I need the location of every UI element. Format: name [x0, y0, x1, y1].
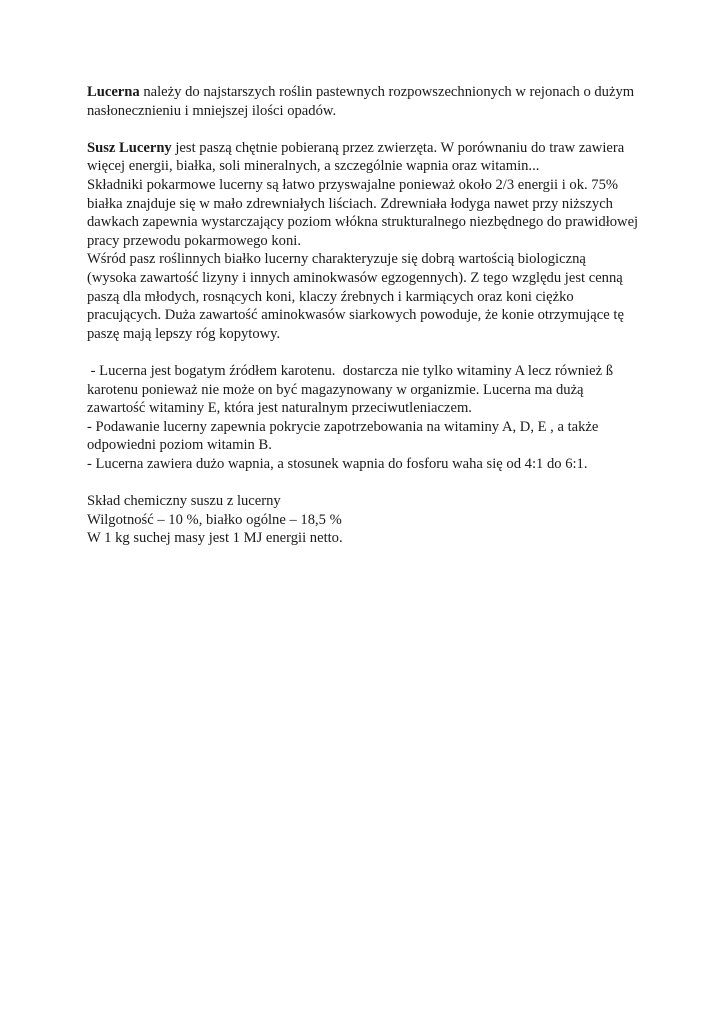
document-page [87, 83, 647, 548]
text-line: pracy przewodu pokarmowego koni. [87, 232, 301, 249]
text-line: - Lucerna zawiera dużo wapnia, a stosunek wapnia do fosforu waha się od 4:1 do 6:1. [87, 455, 588, 472]
text-line: Skład chemiczny suszu z lucerny [87, 493, 281, 510]
paragraph-spacer [87, 473, 647, 492]
paragraph-vitamins [87, 362, 647, 474]
text-line: zawartość witaminy E, która jest naturalnym przeciwutleniaczem. [87, 400, 472, 417]
text-line: Lucerna należy do najstarszych roślin pastewnych rozpowszechnionych w rejonach o dużym [87, 84, 635, 100]
text-line: odpowiedni poziom witamin B. [87, 437, 272, 454]
text-line: - Lucerna jest bogatym źródłem karotenu. dostarcza nie tylko witaminy A lecz również ß [87, 362, 614, 379]
text-line: pracujących. Duża zawartość aminokwasów siarkowych powoduje, że konie otrzymujące tę [87, 307, 624, 324]
bold-term-lucerna: Lucerna [87, 84, 140, 100]
text-line: Wilgotność – 10 %, białko ogólne – 18,5 % [87, 511, 342, 528]
text-line: białka znajduje się w mało zdrewniałych liściach. Zdrewniała łodyga nawet przy niższych [87, 195, 613, 212]
paragraph-spacer [87, 120, 647, 139]
bold-term-susz-lucerny: Susz Lucerny [87, 139, 172, 156]
text-line: W 1 kg suchej masy jest 1 MJ energii netto. [87, 530, 343, 547]
paragraph-spacer [87, 343, 647, 362]
text-line: dawkach zapewnia wystarczający poziom włókna strukturalnego niezbędnego do prawidłowej [87, 214, 639, 231]
text-line: - Podawanie lucerny zapewnia pokrycie zapotrzebowania na witaminy A, D, E , a także [87, 418, 599, 435]
text-line: karotenu ponieważ nie może on być magazynowany w organizmie. Lucerna ma dużą [87, 381, 584, 398]
text-line: Susz Lucerny jest paszą chętnie pobieraną przez zwierzęta. W porównaniu do traw zawiera [87, 139, 625, 156]
paragraph-composition [87, 492, 647, 548]
paragraph-susz-lucerny [87, 139, 647, 344]
text-line: paszą dla młodych, rosnących koni, klaczy źrebnych i karmiących oraz koni ciężko [87, 288, 574, 305]
text-line: więcej energii, białka, soli mineralnych, a szczególnie wapnia oraz witamin... [87, 158, 540, 175]
text-line: Składniki pokarmowe lucerny są łatwo przyswajalne ponieważ około 2/3 energii i ok. 75% [87, 176, 619, 193]
text-line: nasłonecznieniu i mniejszej ilości opadów. [87, 102, 337, 119]
text-line: (wysoka zawartość lizyny i innych aminokwasów egzogennych). Z tego względu jest cenną [87, 269, 623, 286]
text-line: paszę mają lepszy róg kopytowy. [87, 325, 281, 342]
paragraph-intro [87, 83, 647, 120]
text-line: Wśród pasz roślinnych białko lucerny charakteryzuje się dobrą wartością biologiczną [87, 251, 586, 268]
